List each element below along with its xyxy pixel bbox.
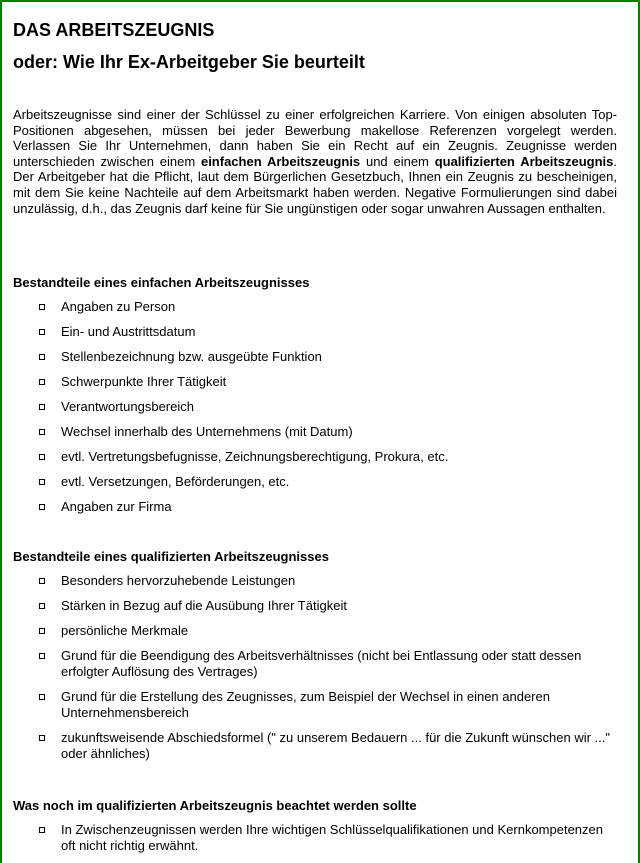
square-bullet-icon [39,735,45,741]
page-title: DAS ARBEITSZEUGNIS [13,20,215,40]
list-item: Grund für die Erstellung des Zeugnisses, zum Beispiel der Wechsel in einen anderen Unternehmensbereich [13,689,617,721]
square-bullet-icon [39,827,45,833]
square-bullet-icon [39,454,45,460]
section-title-beachten: Was noch im qualifizierten Arbeitszeugnis beachtet werden sollte [13,798,417,813]
list-item: Ein- und Austrittsdatum [13,324,617,340]
square-bullet-icon [39,504,45,510]
list-item: Angaben zur Firma [13,499,617,515]
square-bullet-icon [39,304,45,310]
list-qualifiziert [13,573,617,771]
intro-text: Arbeitszeugnisse sind einer der Schlüssel zu einer erfolgreichen Karriere. Von einigen absoluten Top-Positionen abgesehen, müssen bei jeder Bewerbung makellose Referenzen vorgelegt werden. Verlassen Sie Ihr Unternehmen, dann haben Sie ein Recht auf ein Zeugnis. Zeugnisse werden unterschieden zwischen einem [13,107,617,169]
section-title-einfach: Bestandteile eines einfachen Arbeitszeugnisses [13,275,310,290]
square-bullet-icon [39,603,45,609]
list-item: Wechsel innerhalb des Unternehmens (mit Datum) [13,424,617,440]
square-bullet-icon [39,354,45,360]
page-subtitle: oder: Wie Ihr Ex-Arbeitgeber Sie beurteilt [13,52,365,72]
list-item: Verantwortungsbereich [13,399,617,415]
list-item: evtl. Versetzungen, Beförderungen, etc. [13,474,617,490]
square-bullet-icon [39,429,45,435]
list-item: Schwerpunkte Ihrer Tätigkeit [13,374,617,390]
square-bullet-icon [39,379,45,385]
list-item: Besonders hervorzuhebende Leistungen [13,573,617,589]
list-item: Grund für die Beendigung des Arbeitsverhältnisses (nicht bei Entlassung oder statt dessen erfolgter Auflösung des Vertrages) [13,648,617,680]
list-item: persönliche Merkmale [13,623,617,639]
list-beachten [13,822,617,863]
square-bullet-icon [39,578,45,584]
list-item: evtl. Vertretungsbefugnisse, Zeichnungsberechtigung, Prokura, etc. [13,449,617,465]
section-title-qualifiziert: Bestandteile eines qualifizierten Arbeitszeugnisses [13,549,329,564]
intro-text: . Der Arbeitgeber hat die Pflicht, laut dem Bürgerlichen Gesetzbuch, Ihnen ein Zeugnis zu bescheinigen, mit dem Sie keine Nachteile auf dem Arbeitsmarkt haben werden. Negative Formulierungen sind dabei unzulässig, d.h., das Zeugnis darf keine für Sie ungünstigen oder sogar unwahren Aussagen enthalten. [13,153,617,216]
list-item: Stärken in Bezug auf die Ausübung Ihrer Tätigkeit [13,598,617,614]
intro-emphasis: einfachen Arbeitszeugnis [200,153,361,169]
list-item: In Zwischenzeugnissen werden Ihre wichtigen Schlüsselqualifikationen und Kernkompetenzen oft nicht richtig erwähnt. [13,822,617,854]
square-bullet-icon [39,329,45,335]
list-einfach [13,299,617,524]
square-bullet-icon [39,653,45,659]
list-item: Stellenbezeichnung bzw. ausgeübte Funktion [13,349,617,365]
intro-text: und einem [360,153,435,169]
square-bullet-icon [39,694,45,700]
square-bullet-icon [39,628,45,634]
intro-emphasis: qualifizierten Arbeitszeugnis [434,153,614,169]
intro-paragraph [13,107,617,216]
list-item: Angaben zu Person [13,299,617,315]
square-bullet-icon [39,479,45,485]
list-item: zukunftsweisende Abschiedsformel (" zu unserem Bedauern ... für die Zukunft wünschen wir ..." oder ähnliches) [13,730,617,762]
square-bullet-icon [39,404,45,410]
